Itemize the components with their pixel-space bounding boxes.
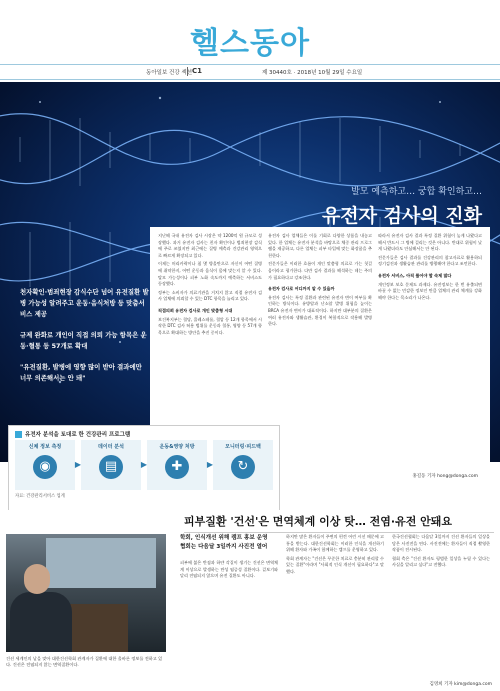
paragraph: 이제는 머리카락이나 침 몇 방울만으로 자신이 어떤 질병에 취약한지, 어떤 운동과 음식이 몸에 맞는지 알 수 있다. 탈모 가능성이나 피부 노화 속도까지 예측하는 서비스도 등장했다. (158, 261, 262, 287)
pull-quote-line: 규제 완화로 개인이 직접 의뢰 가능 항목은 운동·혈통 등 57개로 확대 (20, 331, 147, 350)
subheading: 유전자 서비스, 아직 풀어야 할 숙제 많다 (378, 272, 452, 278)
issue-line (0, 64, 500, 80)
program-steps (15, 440, 273, 490)
subheading: 직접의뢰 유전자 검사로 개인 맞춤형 시대 (158, 307, 233, 313)
step-monitoring (213, 440, 273, 490)
psoriasis-article (0, 510, 500, 691)
program-infographic (8, 425, 280, 511)
infographic-title: 유전자 분석을 토대로 한 건강관리 프로그램 (15, 430, 130, 438)
step-label: 신체 정보 측정 (28, 444, 62, 450)
article-column (158, 233, 262, 338)
separator (187, 67, 188, 76)
step-data-analysis (81, 440, 147, 490)
speaker-head (24, 564, 50, 594)
paragraph: 한국건선협회는 다음달 3일까지 건선 환자들의 일상을 담은 사진전을 연다. 사진전에는 환자들이 직접 촬영한 작품이 전시된다. (392, 534, 490, 553)
paragraph: 전문가들은 이러한 흐름이 개인 맞춤형 의료로 가는 첫걸음이라고 평가한다. 다만 검사 결과를 해석하는 데는 주의가 필요하다고 강조한다. (268, 261, 372, 280)
issue-date: 제 30440호 · 2018년 10월 29일 수요일 (262, 70, 363, 76)
header (0, 0, 500, 82)
article-column (268, 233, 372, 330)
infographic-source: 자료: 건강관리서비스 업계 (15, 494, 65, 499)
section-label: 동아일보 건강 섹션 (146, 70, 193, 76)
step-label: 운동&영양 처방 (159, 444, 195, 450)
health-cross-icon: ✚ (165, 455, 189, 479)
step-label: 모니터링·피드백 (225, 444, 261, 450)
hero-subtitle: 발모 예측하고… 궁합 확인하고… (351, 187, 482, 197)
article-headline: 피부질환 '건선'은 면역체계 이상 탓… 전염·유전 안돼요 (184, 513, 494, 533)
paragraph: 따라서 유전자 검사 결과 특정 질환 위험이 높게 나왔다고 해서 반드시 그 병에 걸리는 것은 아니다. 반대로 위험이 낮게 나왔더라도 안심해서는 안 된다. (378, 233, 482, 252)
byline: 홍길동 기자 hong@donga.com (412, 474, 478, 479)
paragraph: 정부는 소비자가 의료기관을 거치지 않고 직접 유전자 검사 업체에 의뢰할 수 있는 DTC 항목을 늘리고 있다. (158, 289, 262, 302)
photo-caption: 건선 세계인의 날을 맞아 대한건선학회 관계자가 질환에 대한 올바른 정보를 전하고 있다. 건선은 전염되지 않는 면역질환이다. (6, 656, 163, 668)
square-bullet-icon (15, 431, 22, 438)
arrow-right-icon: ▶ (140, 460, 147, 469)
speaker-body (10, 592, 72, 652)
arrow-right-icon: ▶ (74, 460, 81, 469)
speaker-photo (6, 534, 166, 652)
masthead-logo: 헬스동아 (190, 26, 310, 61)
pull-quote-line: 천자확인·범죄현장 감식수단 넘어 유전질환 발병 가능성 알려주고 운동·음식처방 등 맞춤서비스 제공 (20, 288, 149, 318)
article-column (286, 534, 384, 578)
step-label: 데이터 분석 (98, 444, 124, 450)
hero-headline: 유전자 검사의 진화 (321, 205, 482, 227)
paragraph: 협회 측은 "건선 환자도 평범한 일상을 누릴 수 있다는 사실을 알리고 싶다"고 전했다. (392, 555, 490, 568)
step-body-measure (15, 440, 81, 490)
paragraph: 개인정보 보호 문제도 과제다. 유전정보는 한 번 유출되면 바꿀 수 없는 민감한 정보인 만큼 업체의 관리 체계를 강화해야 한다는 목소리가 나온다. (378, 281, 482, 300)
article-subheads: 학회, 인식개선 위해 캠프 홍보 운영 협회는 다음달 3일까지 사진전 열어 (180, 535, 268, 550)
step-prescription (147, 440, 213, 490)
paragraph: 피부에 붉은 반점과 하얀 각질이 생기는 건선은 면역체계 이상으로 발생하는 만성 염증성 질환이다. 겉보기와 달리 전염되지 않으며 유전 질환도 아니다. (180, 560, 278, 579)
measure-icon: ◉ (33, 455, 57, 479)
paragraph: 하지만 많은 환자들이 주변의 편견 어린 시선 때문에 고통을 받는다. 대한건선학회는 이러한 인식을 개선하기 위해 환자와 가족이 함께하는 캠프를 운영하고 있다. (286, 534, 384, 553)
subheading: 유전자 검사로 어디까지 알 수 있을까 (268, 286, 335, 292)
paragraph: 전문가들은 검사 결과를 건강관리의 참고자료로 활용하되 정기검진과 생활습관 관리를 병행해야 한다고 조언한다. (378, 254, 482, 267)
presentation-screen (46, 538, 156, 588)
page-number: C1 (192, 67, 203, 75)
byline: 김영희 기자 kim@donga.com (429, 682, 492, 687)
paragraph: 지난해 국내 유전자 검사 시장은 약 1200억 원 규모로 성장했다. 과거 유전자 검사는 친자 확인이나 범죄현장 감식에 주로 쓰였지만 최근에는 질병 예측과 건강관리 영역으로 빠르게 확장되고 있다. (158, 233, 262, 258)
paragraph: 보건복지부는 혈당, 콜레스테롤, 혈압 등 12개 항목에서 시작한 DTC 검사 허용 범위를 운동과 혈통, 영양 등 57개 항목으로 확대하는 방안을 추진 중이다. (158, 316, 262, 335)
hero-title-block (322, 184, 482, 228)
paragraph: 유전자 검사는 특정 질환과 관련된 유전자 변이 여부를 확인하는 방식이다. 유방암과 난소암 발병 위험을 높이는 BRCA 유전자 변이가 대표적이다. 하지만 대부분의 질환은 여러 유전자와 생활습관, 환경이 복합적으로 작용해 발병한다. (268, 294, 372, 327)
pull-quote (20, 287, 150, 394)
article-column (180, 560, 278, 582)
article-column (378, 233, 482, 303)
article-column (392, 534, 490, 571)
paragraph: 유전자 검사 업체들은 이를 기회로 다양한 상품을 내놓고 있다. 한 업체는 유전자 분석을 바탕으로 체중 관리 프로그램을 제공하고, 다른 업체는 피부 타입에 맞는 화장품을 추천한다. (268, 233, 372, 258)
pull-quote-line: "유전질환, 발병에 영향 많이 받아 결과에만 너무 의존해서는 안 돼" (20, 363, 142, 382)
paragraph: 학회 관계자는 "건선은 꾸준한 치료로 충분히 관리할 수 있는 질환"이라며 "사회적 인식 개선이 필요하다"고 말했다. (286, 555, 384, 574)
refresh-icon: ↻ (231, 455, 255, 479)
chart-icon: ▤ (99, 455, 123, 479)
arrow-right-icon: ▶ (206, 460, 213, 469)
